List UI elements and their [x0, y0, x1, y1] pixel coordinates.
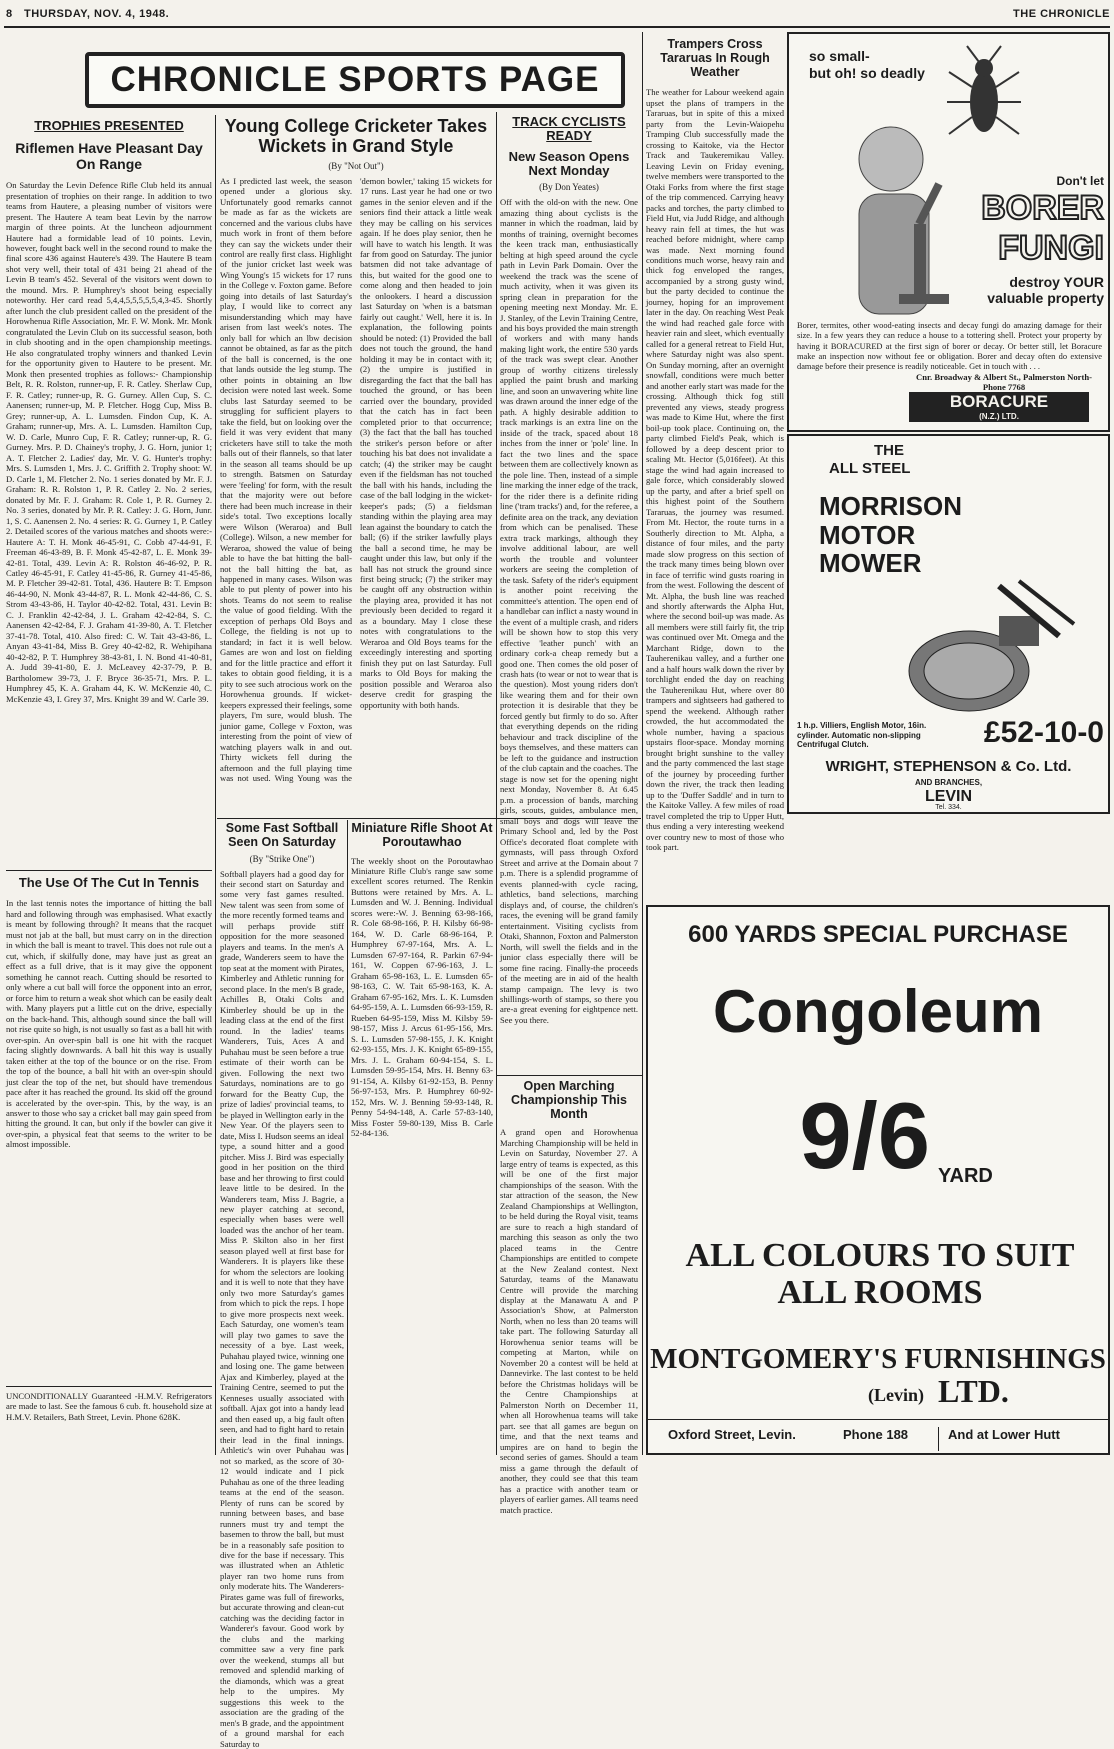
destroy-line2: valuable property	[987, 290, 1104, 307]
store-address: Oxford Street, Levin.	[668, 1427, 796, 1442]
trophies-kicker: TROPHIES PRESENTED	[34, 118, 184, 133]
tagline-line2: but oh! so deadly	[809, 64, 925, 81]
mower-town: LEVIN	[924, 788, 973, 805]
boracure-body: Borer, termites, other wood-eating insects and decay fungi do amazing damage for their size. In a few years they can reduce a house to a tottering shell. Protect your property by having it BORACURED at the first sign of borer or decay. Or better still, let Boracure make an inspection now without fee or obligation. Borer and decay often do extensive damage before their presence is readily noticeable. Get in touch with . . .	[797, 321, 1102, 371]
miniature-article	[351, 822, 493, 1454]
trampers-headline: Trampers Cross Tararuas In Rough Weather	[660, 37, 770, 79]
trophies-headline: Riflemen Have Pleasant Day On Range	[15, 140, 203, 172]
mower-all-steel: ALL STEEL	[829, 460, 911, 477]
congoleum-ad	[646, 905, 1110, 1455]
mower-ad	[787, 434, 1110, 814]
softball-headline: Some Fast Softball Seen On Saturday	[225, 821, 339, 849]
cricket-byline: (By "Not Out")	[328, 160, 384, 171]
lawnmower-illustration	[859, 576, 1089, 716]
softball-article	[220, 821, 344, 1749]
boracure-brand: BORACURE	[949, 392, 1049, 411]
store-levin: (Levin)	[868, 1385, 924, 1405]
boracure-tagline	[809, 48, 925, 82]
fungi-word: FUNGI	[998, 229, 1104, 267]
mower-branches: AND BRANCHES,	[914, 778, 983, 787]
congoleum-colours: ALL COLOURS TO SUIT ALL ROOMS	[685, 1237, 1075, 1312]
congoleum-brand: Congoleum	[713, 978, 1043, 1045]
store-branch: And at Lower Hutt	[948, 1427, 1060, 1442]
miniature-headline: Miniature Rifle Shoot At Poroutawhao	[351, 821, 493, 849]
marching-headline: Open Marching Championship This Month	[511, 1079, 627, 1121]
brand-line1: MORRISON	[819, 491, 962, 521]
cricket-body: As I predicted last week, the season opened under a glorious sky. Unfortunately good remarks cannot be made as far as the wickets are concerned and the various clubs have much work in front of them before they can say the wickets under their control are really first class. Highlight of the junior cricket last week was Wing Young's 15 wickets for 17 runs in the College v. Foxton game. Before going into details of last Saturday's play, I would like to correct any misunderstanding which may have arisen from last week's notes. The only ball for which an lbw decision cannot be obtained, as far as the pitch of the ball is concerned, is the one that lands outside the leg stump. The other points in obtaining an lbw decision were noted last week. Some clubs last Saturday seemed to be struggling for sufficient players to take the field, but on looking over the field it was very evident that many cricketers have still to take the moth balls out of their flannels, so that later in the season all teams should be up to strength. Batsmen on Saturday were 'feeling' for form, with the result that the majority were out before there had been much increase in their side's total. Two exceptions locally were Wilson (Weraroa) and Bull (College). Wilson, a new member for Weraroa, showed the value of being able to have the bat hitting the ball-not the ball hitting the bat, as happened in many cases. Wilson was able to put plenty of power into his shots. Teams do not seem to realise the value of good fielding. With the exception of perhaps Old Boys and College, the fielding is not up to standard; in fact it is well below. Games are won and lost on fielding and for the little practice and effort it takes to obtain good fielding, it is a pity to see such atrocious work on the Horowhenua grounds. If wicket-keepers expressed their feelings, some players, I'm sure, would blush. The junior game, College v Foxton, was interesting from the point of view of watching players walk in and out. Thirty wickets fell during the afternoon and the full playing time was not used. Wing Young was the 'demon bowler,' taking 15 wickets for 17 runs. Last year he had one or two games in the senior eleven and if the seniors find their attack a little weak they may be calling on his services again. If he does play senior, then he will have to watch his length. It was far from good on Saturday. The junior batsmen did not take advantage of this, but waited for the good one to come along and then headed to join the onlookers. I heard a discussion last Saturday on 'when is a batsman fairly out caught.' Well, here it is. In explanation, the following points should be noted: (1) Provided the ball does not touch the ground, the hand holding it may be in contact with it; (2) the umpire is justified in disregarding the fact that the ball has touched the ground, or has been carried over the boundary, provided that the catch has in fact been completed prior to that occurrence; (3) the fact that the ball has touched the striker's person before or after touching his bat does not invalidate a catch; (4) the striker may be caught even if the fieldsman has not touched the ball with his hands, including the case of the ball lodging in the wicket-keeper's pads; (5) a fieldsman standing within the playing area may lean against the boundary to catch the ball; (6) if the striker lawfully plays the ball a second time, he may be caught under this law, but only if the ball has not struck the ground since first being struck; (7) the striker may be caught off any obstruction within the playing area, provided it has not previously been decided to regard it as a boundary. May I close these notes with congratulations to the Weraroa and Old Boys teams for the exceedingly interesting and sporting finish they put on last Saturday. Full marks to Old Boys for making the position possible and Weraroa also deserve credit for grasping the opportunity with both hands.	[220, 175, 492, 784]
softball-body: Softball players had a good day for their second start on Saturday and some very fast games resulted. New talent was seen from some of the more recently formed teams and will perhaps provide stiff opposition for the more seasoned players and teams. In the men's A grade, Wanderers seem to have the top seat at the moment with Pirates, Kimberley and Athletic running for second place. In the men's B grade, Achilles B, Otaki Colts and Kimberley should be up in the leading class at the end of the first round. In the ladies' teams Wanderers, Tuis, Aces A and Puhahau must be seen before a true estimate of their worth can be given. Following the next two Saturdays, nominations are to go forward for the Beatty Cup, the prize of ladies' provincial teams, to be played in Wellington early in the New Year. Of the players seen to date, Miss I. Hudson seems an ideal type, a sound hitter and a good pitcher. Miss J. Bird was especially good in her position on the third base and her throwing to first could leave little to be desired. In the Wanderers team, Miss J. Bagrie, a new player catching at second, especially when bases were well loaded was the anchor of her team. Miss P. Skilton also in her first season played well at first base for Wanderers. It is players like these for whom the selectors are looking and it is well to note that they have only two more Saturday's games from which to pick the reps. I hope to give more prospects next week. Each Saturday, one women's team will play two games to save the necessity of a bye. Last week, Puhahau played twice, winning one and losing one. The game between Ajax and Kimberley, played at the Training Centre, seemed to put the Kenneses usually associated with softball. Ajax got into a handy lead and then eased up, a big fault often seen, and had to fight hard to retain their lead in the final innings. Athletic's win over Puhahau was not so marked, as the score of 30-12 would indicate and I pick Puhahau as one of the three leading teams at the end of the season. Plenty of runs can be scored by running between bases, and base runners must try and tempt the basemen to throw the ball, but must be in a reasonably safe position to dive for the base if necessary. This was illustrated when an Athletic player ran two home runs from only moderate hits. The Wanderers-Pirates game was full of fireworks, but accurate throwing and clean-cut catching was the deciding factor in Wanderer's favour. Good work by the clubs and the marking committee saw a very fine park over the weekend, stumps all but removed and splendid marking of the diamonds, which was a great help to the umpires. My suggestions this week to the association are the grading of the men's B grade, and the appointment of a ground marshal for each Saturday to	[220, 868, 344, 1749]
brand-line3: MOWER	[819, 548, 922, 579]
cyclists-body: Off with the old-on with the new. One amazing thing about cyclists is the manner in which the roadman, laid by months of training, overnight becomes the keen track man, enthusiastically belting at high speed around the cycle path in Levin Park Domain. Over the weekend the track was the scene of much activity, when it was given its spring clean in preparation for the opening meeting next Monday. Mr. E. J. Stanley, of the Levin Training Centre, and his boys provided the main strength of workers and with many hands making light work, the entire 530 yards of the track was swept clear. Another group of worthy citizens tirelessly applied the paint brush and marking line, and soon an unwavering white line was drawn around the inner edge of the path. A highly desirable addition to track markings is an extra line on the inside of the track, spaced about 18 inches from the inner or 'pole' line. In fact the two lines and the space between them are collectively known as the pole line. Then, instead of a simple line marking the inner edge of the track, for the rider there is a definite riding line ('tram tracks') and, for the referee, a definite area on the track, any deviation from which can be penalised. These extra track markings, although they involve additional labour, are well worth the trouble and volunteer workers are seeing the completion of the task. Safety of the rider's equipment is another point receiving the committee's attention. The open end of a handlebar can inflict a nasty wound in the event of a multiple crash, and riders will be shown how to stop this very effective 'leather punch' with an ordinary cork-a cheap remedy but a good one. Then comes the old poser of crash hats (to wear or not to wear that is the question). Most young riders don't like wearing them and for their own protection it is desirable that they be forced gently but firmly to do so. After that everything depends on the riding behaviour and track discipline of the boys themselves, and these matters can be left to the guidance and instruction of the club captain and the coaches. The stage is now set for the opening night next Monday, November 8. At 6.45 p.m. a procession of bands, marching girls, scouts, guides, ambulance men, small boys and dogs will leave the Primary School and, led by the Post Office's decorated float complete with gymnasts, will pass through Oxford Street and arrive at the Domain about 7 p.m. There is a splendid programme of events planned-with cycle racing, athletics, band selections, marching displays and, of course, the children's races, the evening will be grand family entertainment. Visiting cyclists from Otaki, Shannon, Foxton and Palmerston North, will swell the fields and in the junior class especially there will be some fine racing. Finally-the proceeds of the meeting are in aid of the health stamp campaign. The levy is two shillings-worth of stamps, so there you are-a great evening for eightpence nett. See you there.	[500, 197, 638, 1025]
cyclists-headline: New Season Opens Next Monday	[508, 148, 630, 178]
trophies-body: On Saturday the Levin Defence Rifle Club held its annual presentation of trophies on their range. In addition to two teams from Hautere, a pleasing number of visitors were present. The Hautere A team beat Levin by the narrow margin of three points. At the luncheon adjournment Hautere had a formidable lead of 10 points. Levin, however, fought back well in the second round to make the final score 436 against Hautere's 439. The Hautere B team shot very well, their total of 431 being 21 ahead of the Levin B team's 452. Several of the visitors went down to the mound. Mrs. P. Humphrey's shoot being especially noteworthy. Her card read 5,4,4,5,5,5,5,5,4,3-45. Shortly after lunch the club president called on the president of the Horowhenua Rifle Association, Mr. F. W. Monk. Mr. Monk congratulated the Levin Club on its successful season, both in club shooting and in the open championship meetings. He also congratulated trophy winners and thanked Levin for the opportunity given to Hautere to be present. Mr. Monk then presented trophies as follows:- Championship Belt, R. R. Rolston, runner-up, F. R. Catley. Sherlaw Cup, F. R. Catley; runner-up, R. G. Gurney. Allen Cup, S. C. Aanensen; runner-up, M. P. Fletcher. Hogg Cup, Miss B. Grey; runner-up, A. L. Lumsden. Findon Cup, K. A. Graham; runner-up, Mrs. A. L. Lumsden. Hamilton Cup, W. D. Carle, Munro Cup, F. R. Catley; runner-up, R. G. Gurney. Mrs. P. D. Chainey's trophy, J. G. Horn, junior 1; A. T. Fletcher 2. Ladies' day, Mr. V. G. Hunter's trophy: Mrs. S. Lumsden 1, Mrs. J. C. Griffith 2. Trophy shoot: W. D. Carle 1, M. Fletcher 2. No. 1 series donated by Mr. F. J. Graham: R. R. Rolston 1, P. R. Catley 2. No. 2 series, donated by Mr. F. J. Graham: R. Cole 1, P. R. Gurney 2. No. 3 series, donated by Mr. P. R. Catley: J. G. Horn, Junr. 1, S. C. Aanensen 2. No. 4 series: R. G. Gurney 1, P. Catley 2. Detailed scores of the various matches and shoots were:- Hautere A: T. H. Monk 46-45-91, C. Cobb 47-44-91, F. Freeman 46-43-89, B. F. Monk 45-42-87, L. E. Monk 39-42-81. Total, 439. Levin A: R. Rolston 46-46-92, P. R. Catley 46-45-91, F. Catley 41-45-86, R. Gurney 41-45-86, M. P. Fletcher 39-42-81. Total, 436. Hautere B: T. Empson 46-44-90, N. Monk 43-44-87, R. L. Monk 42-44-86, C. S. Strom 43-43-86, H. Taylor 40-42-82. Total, 431. Levin B: C. J. Franklin 42-42-84, J. L. Graham 42-42-84, S. C. Aanensen 42-42-84, F. J. Graham 41-39-80, A. T. Fletcher 37-41-78. Total, 410. Also fired: C. W. Tait 43-43-86, L. Anyan 43-41-84, Miss B. Grey 40-42-82, R. Wehipihana 40-42-82, P. T. Humphrey 38-43-81, I. N. Bond 41-40-81, A. Judd 39-41-80, E. J. McLeavey 42-37-79, P. B. Bartholomew 39-73, J. F. Bryce 36-35-71, Mrs. P. L. Humphrey 45, K. A. Graham 44, K. W. McKenzie 40, C. McKenzie 43, I. Grey 37, Mrs. Knight 39 and W. Carle 39.	[6, 180, 212, 704]
borer-word: BORER	[981, 189, 1104, 227]
trampers-body: The weather for Labour weekend again upset the plans of trampers in the Tararuas, but in spite of this a mixed party from the Levin-Waiopehu Tramping Club successfully made the crossing to Kaitoke, via the Hector Track and Taukeremikau Valley. Leaving Levin on Friday evening, twelve members were transported to the Otaki Forks from where the first stage of the trip commenced. Carrying heavy packs and torches, the party climbed to Field Hut, via Judd Ridge, and although heavy rain fell at times, the hut was reached before midnight, where camp was made. Next morning found conditions much worse, heavy rain and thick fog enveloped the ranges, accompanied by a strong gusty wind, but the party decided to continue the journey, hoping for an improvement later in the day. On reaching West Peak the wind had reached gale force with heavier rain and sleet, which eventually called for a general retreat to Field Hut, where Saturday night was also spent. On Sunday morning, after an overnight snowfall, conditions were much better and another early start was made for the crossing. Although thick fog still prevented any views, steady progress was made to Kime Hut, where the first boil-up took place. Continuing on, the party climbed Field's Peak, which is followed by a deep descent prior to scaling Mt. Hector (5,016feet). At this stage the wind had again increased to gale force, which considerably slowed up the party, and after a brief spell on this highest point of the Southern Tararuas, the journey was resumed. From Mt. Hector, the route turns in a Southerly direction to Mt. Alpha, a distance of four miles, and the party made slow progress on this section of the track many times being blown over in face of terrific wind gusts roaring in from the west. Following the descent of Mt. Alpha, the bush line was reached and shortly afterwards the Alpha Hut, where the second boil-up was made. As all members were still fairly fit, the trip was continued over Mt. Omega and the Marchant Ridge, down to the Tauherenikau valley, and a further one and a half hours walk down the river by torchlight ended the day on reaching the Tauherenikau Hut, where over 80 trampers and sightseers had gathered to spend the weekend. Although rather crowded, the hut accommodated the whole number, having a spacious upstairs floor-space. Monday morning brought bright sunshine to the valley and the party commenced the last stage of the journey by proceeding further down the river, the track then leading up to the 'Duffer Saddle' and in turn to the Kaitoke Valley. A few miles of road travel completed the trip to Upper Hutt, thus ending a very interesting weekend over country new to most of those who took part.	[646, 87, 784, 853]
banner-title: CHRONICLE SPORTS PAGE	[110, 60, 600, 99]
paper-name: THE CHRONICLE	[1013, 8, 1110, 20]
cricket-article	[220, 115, 492, 815]
marching-body: A grand open and Horowhenua Marching Championship will be held in Levin on Saturday, November 27. A large entry of teams is expected, as this will be one of the first major championships of the season. With the star attraction of the season, the New Zealand Championships at Wellington, to be held during the Royal visit, teams are sure to reach a high standard of marching this season as only the two placed teams in the Centre Championships are entitled to compete at the New Zealand contest. Next Saturday, teams of the Manawatu Centre will provide the marching display at the Manawatu A and P Association's Show, at Palmerston North, when no less than 20 teams will take part. The following Saturday all Horowhenua senior teams will be competing at Marton, while on November 20 a contest will be held at Dannevirke. The last contest to be held before the Christmas holidays will be the Centre Championships at Palmerston North on December 11, when all Horowhenua teams will take part. see that all games are begun on time, and that the next teams and umpires are on hand to begin the second series of games. Should a team miss a game through the default of another, they could see that this team has a practice with another team or players of earlier games. All teams need match practice.	[500, 1127, 638, 1515]
store-name: MONTGOMERY'S FURNISHINGS	[650, 1343, 1106, 1375]
page-date: THURSDAY, NOV. 4, 1948.	[24, 8, 170, 20]
mower-brand	[819, 492, 962, 578]
trampers-article	[646, 34, 784, 900]
store-ltd: LTD.	[938, 1373, 1009, 1409]
brand-line2: MOTOR	[819, 519, 916, 550]
boracure-address: Cnr. Broadway & Albert St., Palmerston North-Phone 7768	[916, 372, 1092, 392]
mower-price: £52-10-0	[983, 716, 1104, 749]
mower-the: THE	[874, 442, 904, 459]
congoleum-price: 9/6	[799, 1083, 930, 1188]
boracure-brand-sub: (N.Z.) LTD.	[979, 412, 1019, 421]
tennis-headline: The Use Of The Cut In Tennis	[18, 875, 200, 890]
banner-box	[85, 52, 625, 108]
boracure-ad	[787, 32, 1110, 432]
classified-ad: UNCONDITIONALLY Guaranteed -H.M.V. Refrigerators are made to last. See the famous 6 cub. ft. household size at H.M.V. Retailers, Bath Street, Levin. Phone 628K.	[6, 1391, 212, 1422]
tagline-line1: so small-	[809, 48, 870, 64]
cyclists-article	[500, 114, 638, 1025]
mower-specs: 1 h.p. Villiers, English Motor, 16in. cylinder. Automatic non-slipping Centrifugal Clutch.	[797, 721, 927, 750]
congoleum-unit: YARD	[938, 1165, 993, 1187]
mower-tel: Tel. 334.	[935, 804, 962, 811]
store-phone: Phone 188	[843, 1427, 909, 1442]
destroy-text	[929, 274, 1104, 306]
softball-byline: (By "Strike One")	[249, 853, 315, 864]
cyclists-kicker: TRACK CYCLISTS READY	[512, 114, 626, 144]
miniature-body: The weekly shoot on the Poroutawhao Miniature Rifle Club's range saw some excellent scores returned. The Renkin Buttons were retained by Mrs. A. L. Lumsden and W. J. Benning. Individual scores were:-W. J. Benning 63-98-166, R. Cole 68-98-166, P. H. Kilsby 66-98-164, W. D. Carle 68-96-164, P. Humphrey 67-97-164, Mrs. A. L. Lumsden 67-97-164, R. Parkin 67-94-161, W. Coppen 67-96-163, J. L. Graham 65-98-163, L. E. Lumsden 65-98-163, C. W. Tait 65-98-163, K. A. Graham 67-95-162, Mrs. L. K. Lumsden 64-95-159, A. L. Lumsden 66-93-159, R. Rueben 64-95-159, Miss M. Kilsby 59-98-157, Miss J. Arcus 61-95-156, Mrs. S. L. Lumsden 57-98-155, J. K. Knight 62-93-155, Mrs. J. K. Knight 65-89-155, Mrs. J. L. Graham 60-94-154, S. L. Lumsden 59-95-154, Mrs. H. Benny 63-91-154, A. Kilsby 61-92-153, B. Penny 56-97-153, Mrs. P. Humphrey 60-92-152, Mrs. W. J. Benning 59-93-148, R. Penny 54-94-148, A. Carle 57-83-140, Miss Foster 59-80-139, Miss B. Carle 52-84-136.	[351, 855, 493, 1139]
destroy-line1: destroy YOUR	[1009, 274, 1104, 290]
tennis-body: In the last tennis notes the importance of hitting the ball hard and following through was emphasised. What exactly is meant by following through? It means that the racquet must not jab at the ball, but must carry on in the direction in which the ball is meant to travel. This does not rule out a cut, which, if skilfully done, may have just as great an effect as a full drive, that is it may give the opponent something he cannot reach. Cutting should be resorted to only where a cut ball will force the opponent into an error, or force him to return a weak shot which can be easily dealt with. Many players put a little cut on the drive, especially on the back-hand. This, although sound since the ball will not rise quite so high, is not usually so fast as a ball hit with over-spin. An over-spin ball is one hit with the racquet facing slightly downwards. A ball hit this way is usually taken either at the top of the bounce or on the rise. From the top of the bounce, a ball hit with an over-spin should just clear the top of the net, but should have tremendous pace after it has reached the ground. Its skid off the ground is accelerated by the over-spin. This, by the way, is an answer to those who say a cricket ball may gain speed from hitting the ground. It can, but only if the bowler can give it over-spin, a physical feat that seems to the writer to be almost impossible.	[6, 898, 212, 1150]
microscope-man-illustration	[819, 104, 969, 344]
congoleum-top: 600 YARDS SPECIAL PURCHASE	[688, 921, 1068, 948]
page-number: 8	[6, 8, 13, 20]
tennis-article	[6, 876, 212, 1381]
trophies-article	[6, 115, 212, 865]
cyclists-byline: (By Don Yeates)	[539, 182, 599, 193]
dont-let-text: Don't let	[1056, 174, 1104, 188]
marching-article	[500, 1079, 638, 1515]
mower-dealer: WRIGHT, STEPHENSON & Co. Ltd.	[825, 758, 1072, 775]
cricket-headline: Young College Cricketer Takes Wickets in Grand Style	[224, 116, 488, 156]
boracure-logo	[909, 392, 1089, 422]
